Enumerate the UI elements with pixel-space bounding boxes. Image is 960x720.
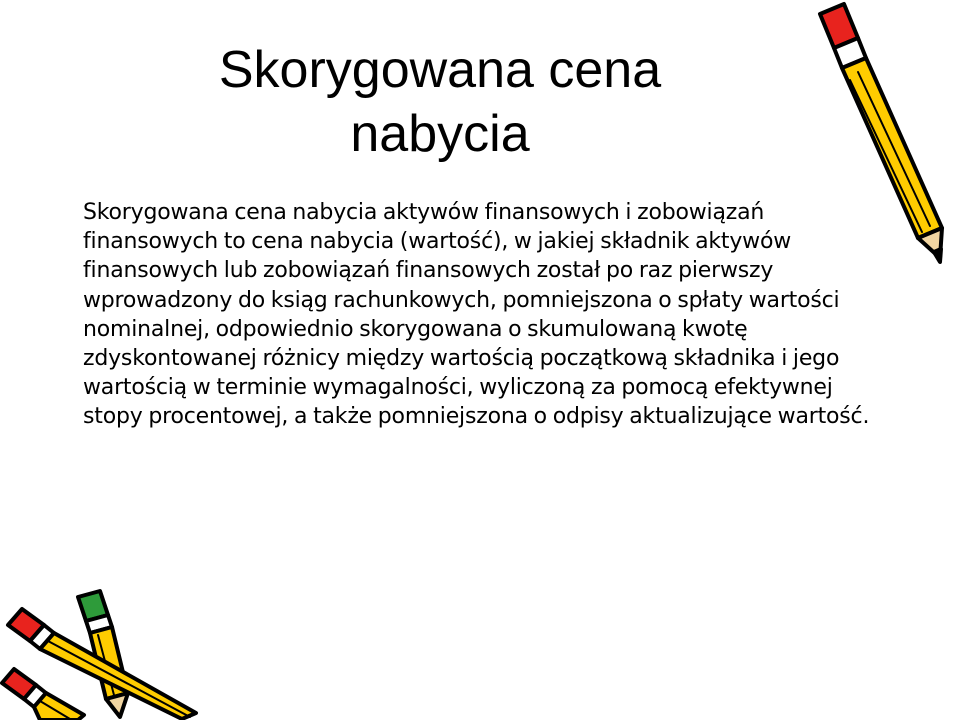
pencil-icon — [800, 0, 960, 270]
slide-title-line-1: Skorygowana cena — [218, 41, 662, 99]
slide-title-line-2: nabycia — [350, 105, 530, 163]
slide-body-text: Skorygowana cena nabycia aktywów finansowych i zobowiązań finansowych to cena nabycia (wartość), w jakiej składnik aktywów finansowych lub zobowiązań finansowych został po raz pierwszy wprowadzony do ksiąg rachunkowych, pomniejszona o spłaty wartości nominalnej, odpowiednio skorygowana o skumulowaną kwotę zdyskontowanej różnicy między wartością początkową składnika i jego wartością w terminie wymagalności, wyliczoną za pomocą efektywnej stopy procentowej, a także pomniejszona o odpisy aktualizujące wartość. — [83, 200, 870, 430]
slide-title — [150, 38, 730, 166]
pencils-icon — [0, 575, 210, 720]
